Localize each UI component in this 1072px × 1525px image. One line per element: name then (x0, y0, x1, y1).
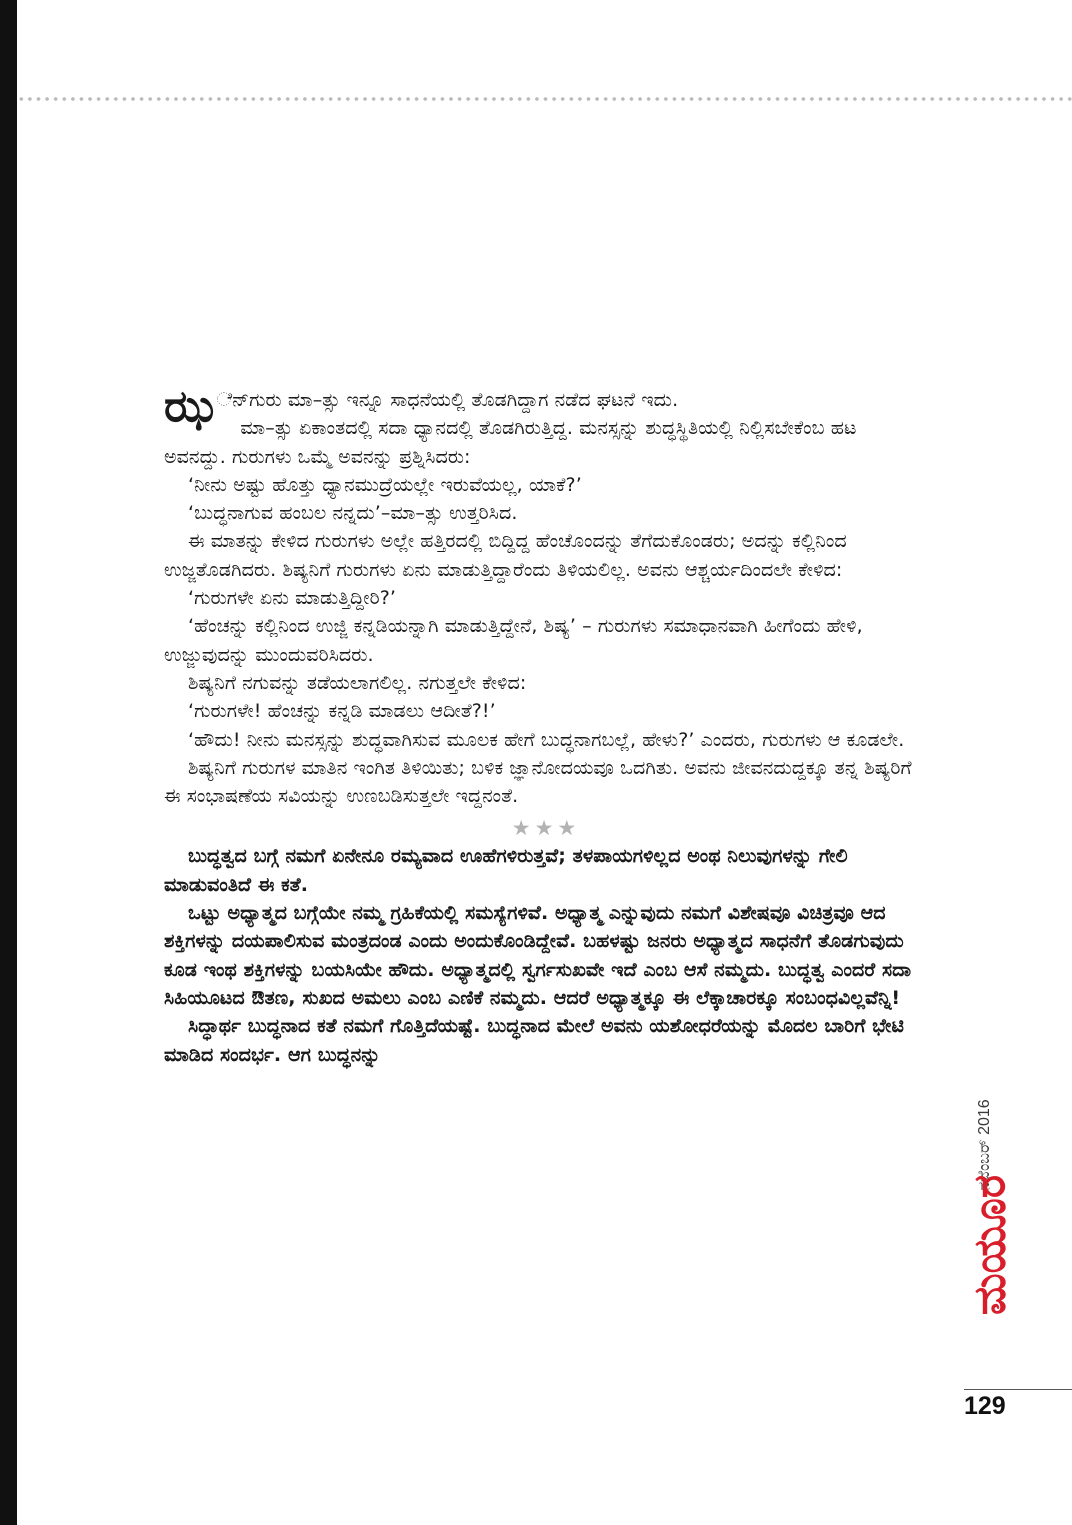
drop-cap: ಝ (164, 381, 215, 432)
dotted-header-rule (17, 97, 1072, 101)
section2-paragraph-3: ಸಿದ್ಧಾರ್ಥ ಬುದ್ಧನಾದ ಕತೆ ನಮಗೆ ಗೊತ್ತಿದೆಯಷ್ಟೆ. ಬುದ್ಧನಾದ ಮೇಲೆ ಅವನು ಯಶೋಧರೆಯನ್ನು ಮೊದಲ ಬಾರಿಗೆ ಭೇಟಿ ಮಾಡಿದ ಸಂದರ್ಭ. ಆಗ ಬುದ್ಧನನ್ನು (164, 1015, 905, 1066)
article-body (164, 381, 912, 1069)
section2-paragraph-1: ಬುದ್ಧತ್ವದ ಬಗ್ಗೆ ನಮಗೆ ಏನೇನೂ ರಮ್ಯವಾದ ಊಹೆಗಳಿರುತ್ತವೆ; ತಳಪಾಯಗಳಿಲ್ಲದ ಅಂಥ ನಿಲುವುಗಳನ್ನು ಗೇಲಿ ಮಾಡುವಂತಿದೆ ಈ ಕತೆ. (164, 845, 848, 896)
paragraph-8: ಶಿಷ್ಯನಿಗೆ ನಗುವನ್ನು ತಡೆಯಲಾಗಲಿಲ್ಲ. ನಗುತ್ತಲೇ ಕೇಳಿದ: (188, 671, 527, 694)
paragraph-6: ‘ಗುರುಗಳೇ ಏನು ಮಾಡುತ್ತಿದ್ದೀರಿ?’ (188, 587, 397, 610)
page-number-rule (964, 1389, 1072, 1390)
paragraph-4: ‘ಬುದ್ಧನಾಗುವ ಹಂಬಲ ನನ್ನದು’–ಮಾ–ತ್ಸು ಉತ್ತರಿಸಿದ. (188, 502, 518, 525)
paragraph-9: ‘ಗುರುಗಳೇ! ಹೆಂಚನ್ನು ಕನ್ನಡಿ ಮಾಡಲು ಆದೀತೆ?!’ (188, 700, 496, 723)
section-divider-stars: ★★★ (511, 816, 581, 841)
paragraph-5: ಈ ಮಾತನ್ನು ಕೇಳಿದ ಗುರುಗಳು ಅಲ್ಲೇ ಹತ್ತಿರದಲ್ಲಿ ಬಿದ್ದಿದ್ದ ಹೆಂಚೊಂದನ್ನು ತೆಗೆದುಕೊಂಡರು; ಅದನ್ನು ಕಲ್ಲಿನಿಂದ ಉಜ್ಜತೊಡಗಿದರು. ಶಿಷ್ಯನಿಗೆ ಗುರುಗಳು ಏನು ಮಾಡುತ್ತಿದ್ದಾರೆಂದು ತಿಳಿಯಲಿಲ್ಲ. ಅವನು ಆಶ್ಚರ್ಯದಿಂದಲೇ ಕೇಳಿದ: (164, 530, 847, 581)
paragraph-3: ‘ನೀನು ಅಷ್ಟು ಹೊತ್ತು ಧ್ಯಾನಮುದ್ರೆಯಲ್ಲೇ ಇರುವೆಯಲ್ಲ, ಯಾಕೆ?’ (188, 473, 582, 496)
issue-date: ನವೆಂಬರ್ 2016 (976, 1099, 993, 1191)
paragraph-1-text: ೆನ್‌ಗುರು ಮಾ–ತ್ಸು ಇನ್ನೂ ಸಾಧನೆಯಲ್ಲಿ ತೊಡಗಿದ್ದಾಗ ನಡೆದ ಘಟನೆ ಇದು. (216, 389, 679, 411)
paragraph-7: ‘ಹೆಂಚನ್ನು ಕಲ್ಲಿನಿಂದ ಉಜ್ಜಿ ಕನ್ನಡಿಯನ್ನಾಗಿ ಮಾಡುತ್ತಿದ್ದೇನೆ, ಶಿಷ್ಯ’ – ಗುರುಗಳು ಸಮಾಧಾನವಾಗಿ ಹೀಗೆಂದು ಹೇಳಿ, ಉಜ್ಜುವುದನ್ನು ಮುಂದುವರಿಸಿದರು. (164, 615, 863, 666)
paragraph-2: ಮಾ–ತ್ಸು ಏಕಾಂತದಲ್ಲಿ ಸದಾ ಧ್ಯಾನದಲ್ಲಿ ತೊಡಗಿರುತ್ತಿದ್ದ. ಮನಸ್ಸನ್ನು ಶುದ್ಧಸ್ಥಿತಿಯಲ್ಲಿ ನಿಲ್ಲಿಸಬೇಕೆಂಬ ಹಟ ಅವನದ್ದು. ಗುರುಗಳು ಒಮ್ಮೆ ಅವನನ್ನು ಪ್ರಶ್ನಿಸಿದರು: (164, 417, 857, 468)
page-number: 129 (964, 1392, 1006, 1420)
paragraph-1 (164, 381, 912, 432)
paragraph-10: ‘ಹೌದು! ನೀನು ಮನಸ್ಸನ್ನು ಶುದ್ಧವಾಗಿಸುವ ಮೂಲಕ ಹೇಗೆ ಬುದ್ಧನಾಗಬಲ್ಲೆ, ಹೇಳು?’ ಎಂದರು, ಗುರುಗಳು ಆ ಕೂಡಲೇ. (188, 728, 905, 751)
section2-paragraph-2: ಒಟ್ಟು ಅಧ್ಯಾತ್ಮದ ಬಗ್ಗೆಯೇ ನಮ್ಮ ಗ್ರಹಿಕೆಯಲ್ಲಿ ಸಮಸ್ಯೆಗಳಿವೆ. ಅಧ್ಯಾತ್ಮ ಎನ್ನುವುದು ನಮಗೆ ವಿಶೇಷವೂ ವಿಚಿತ್ರವೂ ಆದ ಶಕ್ತಿಗಳನ್ನು ದಯಪಾಲಿಸುವ ಮಂತ್ರದಂಡ ಎಂದು ಅಂದುಕೊಂಡಿದ್ದೇವೆ. ಬಹಳಷ್ಟು ಜನರು ಅಧ್ಯಾತ್ಮದ ಸಾಧನೆಗೆ ತೊಡಗುವುದು ಕೂಡ ಇಂಥ ಶಕ್ತಿಗಳನ್ನು ಬಯಸಿಯೇ ಹೌದು. ಅಧ್ಯಾತ್ಮದಲ್ಲಿ ಸ್ವರ್ಗಸುಖವೇ ಇದೆ ಎಂಬ ಆಸೆ ನಮ್ಮದು. ಬುದ್ಧತ್ವ ಎಂದರೆ ಸದಾ ಸಿಹಿಯೂಟದ ಔತಣ, ಸುಖದ ಅಮಲು ಎಂಬ ಎಣಿಕೆ ನಮ್ಮದು. ಆದರೆ ಅಧ್ಯಾತ್ಮಕ್ಕೂ ಈ ಲೆಕ್ಕಾಚಾರಕ್ಕೂ ಸಂಬಂಧವಿಲ್ಲವೆನ್ನಿ! (164, 902, 912, 1009)
left-edge-bar (0, 0, 17, 1525)
paragraph-11: ಶಿಷ್ಯನಿಗೆ ಗುರುಗಳ ಮಾತಿನ ಇಂಗಿತ ತಿಳಿಯಿತು; ಬಳಿಕ ಜ್ಞಾನೋದಯವೂ ಒದಗಿತು. ಅವನು ಜೀವನದುದ್ದಕ್ಕೂ ತನ್ನ ಶಿಷ್ಯರಿಗೆ ಈ ಸಂಭಾಷಣೆಯ ಸವಿಯನ್ನು ಉಣಬಡಿಸುತ್ತಲೇ ಇದ್ದನಂತೆ. (164, 756, 912, 808)
magazine-logo: ಮಯೂರ (964, 1174, 1016, 1316)
